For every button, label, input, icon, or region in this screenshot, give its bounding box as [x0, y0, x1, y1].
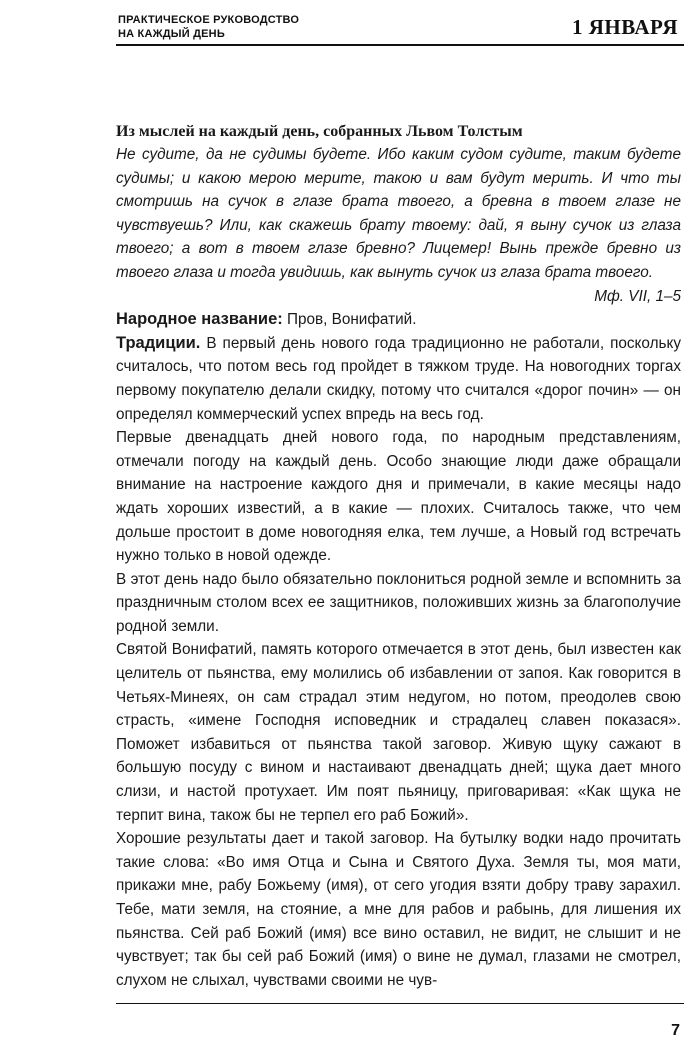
book-title-line-2: НА КАЖДЫЙ ДЕНЬ [118, 28, 225, 40]
traditions-label: Традиции. [116, 333, 201, 352]
quote-section-title: Из мыслей на каждый день, собранных Львом Толстым [116, 123, 523, 140]
quote-text: Не судите, да не судимы будете. Ибо каким судом судите, таким будете судимы; и какою мерою мерите, такою и вам будут мерить. И что ты смотришь на сучок в глазе брата твоего, а бревна в твоем глазе не чувствуешь? Или, как скажешь брату твоему: дай, я выну сучок из глаза твоего; а вот в твоем глазе бревно? Лицемер! Вынь прежде бревно из твоего глаза и тогда увидишь, как вынуть сучок из глаза брата твоего. [116, 146, 681, 281]
book-title-line-1: ПРАКТИЧЕСКОЕ РУКОВОДСТВО [118, 14, 300, 26]
running-header-book-title [118, 13, 299, 41]
folk-name-line [116, 308, 681, 332]
traditions-paragraph-1-text: В первый день нового года традиционно не работали, поскольку считалось, что потом весь год пройдет в тяжком труде. На новогодних торгах первому покупателю делали скидку, потому что считался «дорог почин» — он определял коммерческий успех впредь на весь год. [116, 334, 681, 423]
traditions-paragraph-4: Святой Вонифатий, память которого отмечается в этот день, был известен как целитель от пьянства, ему молились об избавлении от запоя. Как говорится в Четьях-Минеях, он сам страдал этим недугом, но потом, преодолев свою страсть, «имене Господня исповедник и страдалец славен показася». Поможет избавиться от пьянства такой заговор. Живую щуку сажают в большую посуду с вином и настаивают двенадцать дней; щука дает много слизи, и настой протухает. Им поят пьяницу, приговаривая: «Как щука не терпит вина, також бы не терпел его раб Божий». [116, 641, 681, 824]
folk-name-value: Пров, Вонифатий. [282, 311, 417, 329]
traditions-paragraph-1 [116, 332, 681, 426]
traditions-paragraph-2: Первые двенадцать дней нового года, по народным представлениям, отмечали погоду на каждый день. Особо знающие люди даже обращали внимание на настроение каждого дня и примечали, в какие месяцы надо ждать хороших известий, а в какие — плохих. Считалось также, что чем дольше простоит в доме новогодняя елка, тем лучше, а Новый год встречать нужно только в новой одежде. [116, 429, 681, 565]
header-divider [116, 44, 684, 46]
page-body [116, 121, 681, 992]
page-number: 7 [671, 1022, 680, 1039]
traditions-paragraph-5: Хорошие результаты дает и такой заговор. На бутылку водки надо прочитать такие слова: «Во имя Отца и Сына и Святого Духа. Земля ты, моя мати, прикажи мне, рабу Божьему (имя), от сего угодия взяти добру траву зарахил. Тебе, мати земля, на стояние, а мне для рабов и рабынь, для лишения их пьянства. Сей раб Божий (имя) все вино оставил, не видит, не слышит и не чувствует; так бы сей раб Божий (имя) о вине не думал, глазами не смотрел, слухом не слыхал, чувствами своими не чув- [116, 830, 681, 989]
traditions-paragraph-3: В этот день надо было обязательно поклониться родной земле и вспомнить за праздничным столом всех ее защитников, положивших жизнь за благополучие родной земли. [116, 570, 681, 635]
footer-divider [116, 1003, 684, 1004]
quote-source: Мф. VII, 1–5 [594, 287, 681, 305]
running-header-date: 1 ЯНВАРЯ [571, 15, 678, 39]
folk-name-label: Народное название: [116, 310, 283, 329]
